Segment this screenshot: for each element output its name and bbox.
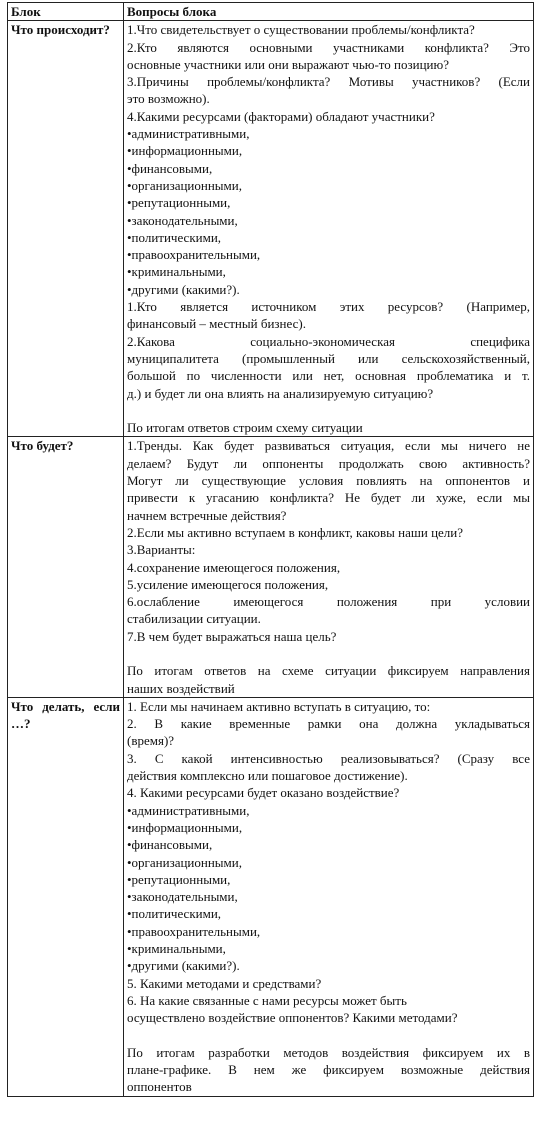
question-line: •организационными, <box>127 854 242 870</box>
question-line: 4.Какими ресурсами (факторами) обладают участники? <box>127 108 435 124</box>
question-line: •репутационными, <box>127 195 231 211</box>
block-name-cell: Что происходит? <box>8 21 124 437</box>
question-line: 1.Что свидетельствует о существовании проблемы/конфликта? <box>127 22 475 38</box>
table-row <box>8 21 534 437</box>
table-header-row <box>8 3 534 21</box>
question-line: •политическими, <box>127 906 222 922</box>
question-line: По итогам разработки методов воздействия фиксируем их в <box>127 1044 530 1060</box>
questions-table <box>7 2 534 1097</box>
question-line: 4.сохранение имеющегося положения, <box>127 559 341 575</box>
question-line: •криминальными, <box>127 264 226 280</box>
questions-cell <box>124 21 534 437</box>
question-line: 4. Какими ресурсами будет оказано воздействие? <box>127 785 400 801</box>
question-line: •законодательными, <box>127 889 238 905</box>
block-name-cell: Что будет? <box>8 437 124 697</box>
question-line: 7.В чем будет выражаться наша цель? <box>127 628 337 644</box>
question-line: 1. Если мы начинаем активно вступать в ситуацию, то: <box>127 698 431 714</box>
question-line: 1.Кто является источником этих ресурсов? (Например, <box>127 299 530 315</box>
question-line: 2.Если мы активно вступаем в конфликт, каковы наши цели? <box>127 524 464 540</box>
question-line: это возможно). <box>127 91 210 107</box>
question-line: плане-графике. В нем же фиксируем возможные действия <box>127 1062 530 1078</box>
question-line: привести к угасанию конфликта? Не будет ли хуже, если мы <box>127 490 530 506</box>
question-line: По итогам ответов на схеме ситуации фиксируем направления <box>127 663 530 679</box>
question-line: основные участники или они выражают чью-то позицию? <box>127 56 449 72</box>
block-name-cell: Что делать, если …? <box>8 697 124 1096</box>
question-line: финансовый – местный бизнес). <box>127 316 306 332</box>
header-block: Блок <box>8 3 124 21</box>
questions-cell <box>124 437 534 697</box>
question-line: •организационными, <box>127 177 242 193</box>
question-line: муниципалитета (промышленный или сельскохозяйственный, <box>127 350 530 366</box>
question-line: большой по численности или нет, основная проблематика и т. <box>127 368 530 384</box>
question-line: 3.Варианты: <box>127 542 196 558</box>
question-line: стабилизации ситуации. <box>127 611 261 627</box>
question-line: 6.ослабление имеющегося положения при условии <box>127 594 530 610</box>
question-line: •финансовыми, <box>127 160 213 176</box>
question-line: делаем? Будут ли оппоненты продолжать свою активность? <box>127 455 530 471</box>
question-line: По итогам ответов строим схему ситуации <box>127 420 363 436</box>
question-line: •информационными, <box>127 819 243 835</box>
question-line: 2. В какие временные рамки она должна укладываться <box>127 716 530 732</box>
question-line: •другими (какими?). <box>127 281 240 297</box>
question-line: •криминальными, <box>127 941 226 957</box>
question-line: (время)? <box>127 733 175 749</box>
question-line: начнем встречные действия? <box>127 507 287 523</box>
blank-line <box>127 1027 530 1044</box>
question-line: •административными, <box>127 126 250 142</box>
question-line: д.) и будет ли она влиять на анализируемую ситуацию? <box>127 385 434 401</box>
question-line: •политическими, <box>127 229 222 245</box>
question-line: 5.усиление имеющегося положения, <box>127 576 329 592</box>
question-line: осуществлено воздействие оппонентов? Какими методами? <box>127 1010 458 1026</box>
question-line: 2.Какова социально-экономическая специфика <box>127 333 530 349</box>
question-line: •административными, <box>127 802 250 818</box>
question-line: •информационными, <box>127 143 243 159</box>
question-line: 6. На какие связанные с нами ресурсы может быть <box>127 992 407 1008</box>
table-row <box>8 697 534 1096</box>
question-line: 5. Какими методами и средствами? <box>127 975 322 991</box>
question-line: •правоохранительными, <box>127 923 261 939</box>
question-line: •другими (какими?). <box>127 958 240 974</box>
question-line: •репутационными, <box>127 871 231 887</box>
question-line: 2.Кто являются основными участниками конфликта? Это <box>127 39 530 55</box>
question-line: оппонентов <box>127 1079 192 1095</box>
question-line: 3. С какой интенсивностью реализовываться? (Сразу все <box>127 750 530 766</box>
blank-line <box>127 645 530 662</box>
question-line: наших воздействий <box>127 680 235 696</box>
header-questions: Вопросы блока <box>124 3 534 21</box>
question-line: •правоохранительными, <box>127 247 261 263</box>
blank-line <box>127 402 530 419</box>
question-line: действия комплексно или пошаговое достижение). <box>127 768 408 784</box>
question-line: Могут ли существующие условия повлиять на оппонентов и <box>127 473 530 489</box>
question-line: •законодательными, <box>127 212 238 228</box>
question-line: •финансовыми, <box>127 837 213 853</box>
question-line: 3.Причины проблемы/конфликта? Мотивы участников? (Если <box>127 74 530 90</box>
question-line: 1.Тренды. Как будет развиваться ситуация, если мы ничего не <box>127 438 530 454</box>
table-row <box>8 437 534 697</box>
questions-cell <box>124 697 534 1096</box>
